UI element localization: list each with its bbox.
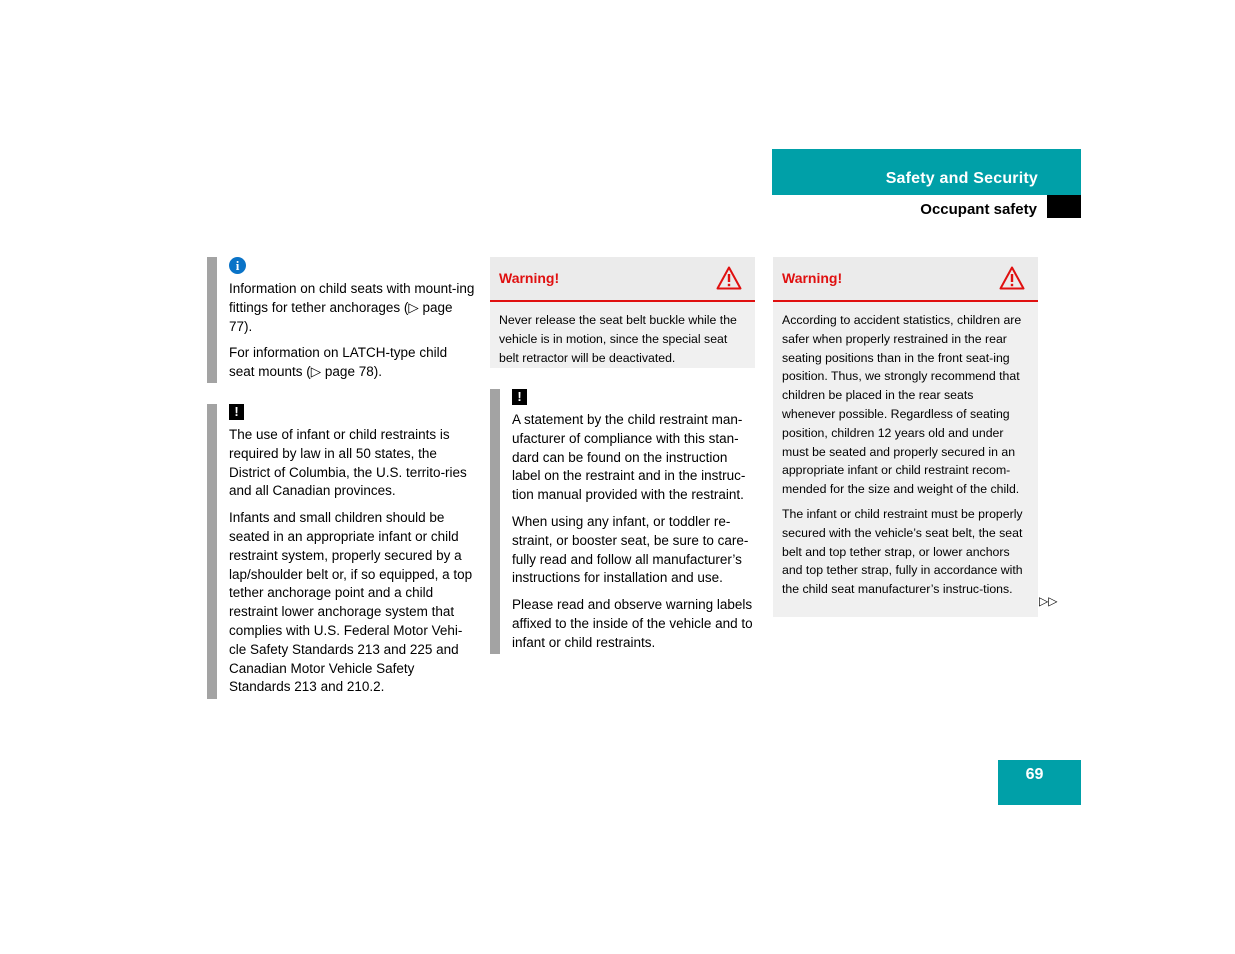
- warning-paragraph: The infant or child restraint must be properly secured with the vehicle’s seat belt, the seat belt and top tether strap, or lower anchors and top tether strap, fully in accordance with the child seat manufacturer’s instruc-tions.: [782, 506, 1023, 597]
- caution-note-paragraph: Infants and small children should be seated in an appropriate infant or child restraint system, properly secured by a lap/shoulder belt or, if so equipped, a top tether anchorage point and a child restraint lower anchorage system that complies with U.S. Federal Motor Vehi-cle Safety Standards 213 and 225 and Canadian Motor Vehicle Safety Standards 213 and 210.2.: [229, 510, 473, 695]
- warning-triangle-icon: [716, 266, 742, 290]
- warning-header: [490, 257, 755, 302]
- subsection-marker: [1047, 195, 1081, 218]
- caution-note-paragraph: A statement by the child restraint man-ufacturer of compliance with this stan-dard can be found on the instruction label on the restraint and in the instruc-tion manual provided with the restraint.: [512, 412, 746, 503]
- warning-box: [773, 257, 1038, 617]
- info-note: [207, 257, 475, 383]
- caution-note-paragraph: When using any infant, or toddler re-straint, or booster seat, be sure to care-fully read and follow all manufacturer’s instructions for installation and use.: [512, 513, 749, 586]
- warning-title: Warning!: [782, 270, 843, 286]
- info-icon: i: [229, 257, 246, 274]
- section-banner: [772, 149, 1081, 195]
- warning-body: [773, 302, 1038, 607]
- caution-note-paragraph: Please read and observe warning labels affixed to the inside of the vehicle and to infant or child restraints.: [512, 597, 753, 650]
- section-title: Safety and Security: [885, 170, 1038, 187]
- page-number-box: [998, 760, 1081, 805]
- info-note-paragraph: Information on child seats with mount-ing fittings for tether anchorages (▷ page 77).: [229, 281, 475, 334]
- caution-note: [207, 404, 475, 699]
- continue-marker: ▷▷: [1039, 594, 1058, 608]
- warning-header: [773, 257, 1038, 302]
- caution-note: [490, 389, 758, 654]
- warning-paragraph: Never release the seat belt buckle while the vehicle is in motion, since the special seat belt retractor will be deactivated.: [499, 313, 737, 365]
- subsection-title: Occupant safety: [920, 201, 1037, 218]
- caution-note-paragraph: The use of infant or child restraints is required by law in all 50 states, the District of Columbia, the U.S. territo-ries and all Canadian provinces.: [229, 427, 467, 499]
- warning-paragraph: According to accident statistics, children are safer when properly restrained in the rear seating positions than in the front seat-ing position. Thus, we strongly recommend that children be placed in the rear seats whenever possible. Regardless of seating position, children 12 years old and under must be seated and properly secured in an appropriate infant or child restraint recom-mended for the size and weight of the child.: [782, 313, 1022, 497]
- warning-box: [490, 257, 755, 368]
- warning-body: [490, 302, 755, 375]
- page-number: 69: [1025, 766, 1044, 783]
- exclamation-icon: !: [512, 389, 527, 405]
- warning-triangle-icon: [999, 266, 1025, 290]
- exclamation-icon: !: [229, 404, 244, 420]
- info-note-paragraph: For information on LATCH-type child seat mounts (▷ page 78).: [229, 345, 448, 380]
- warning-title: Warning!: [499, 270, 560, 286]
